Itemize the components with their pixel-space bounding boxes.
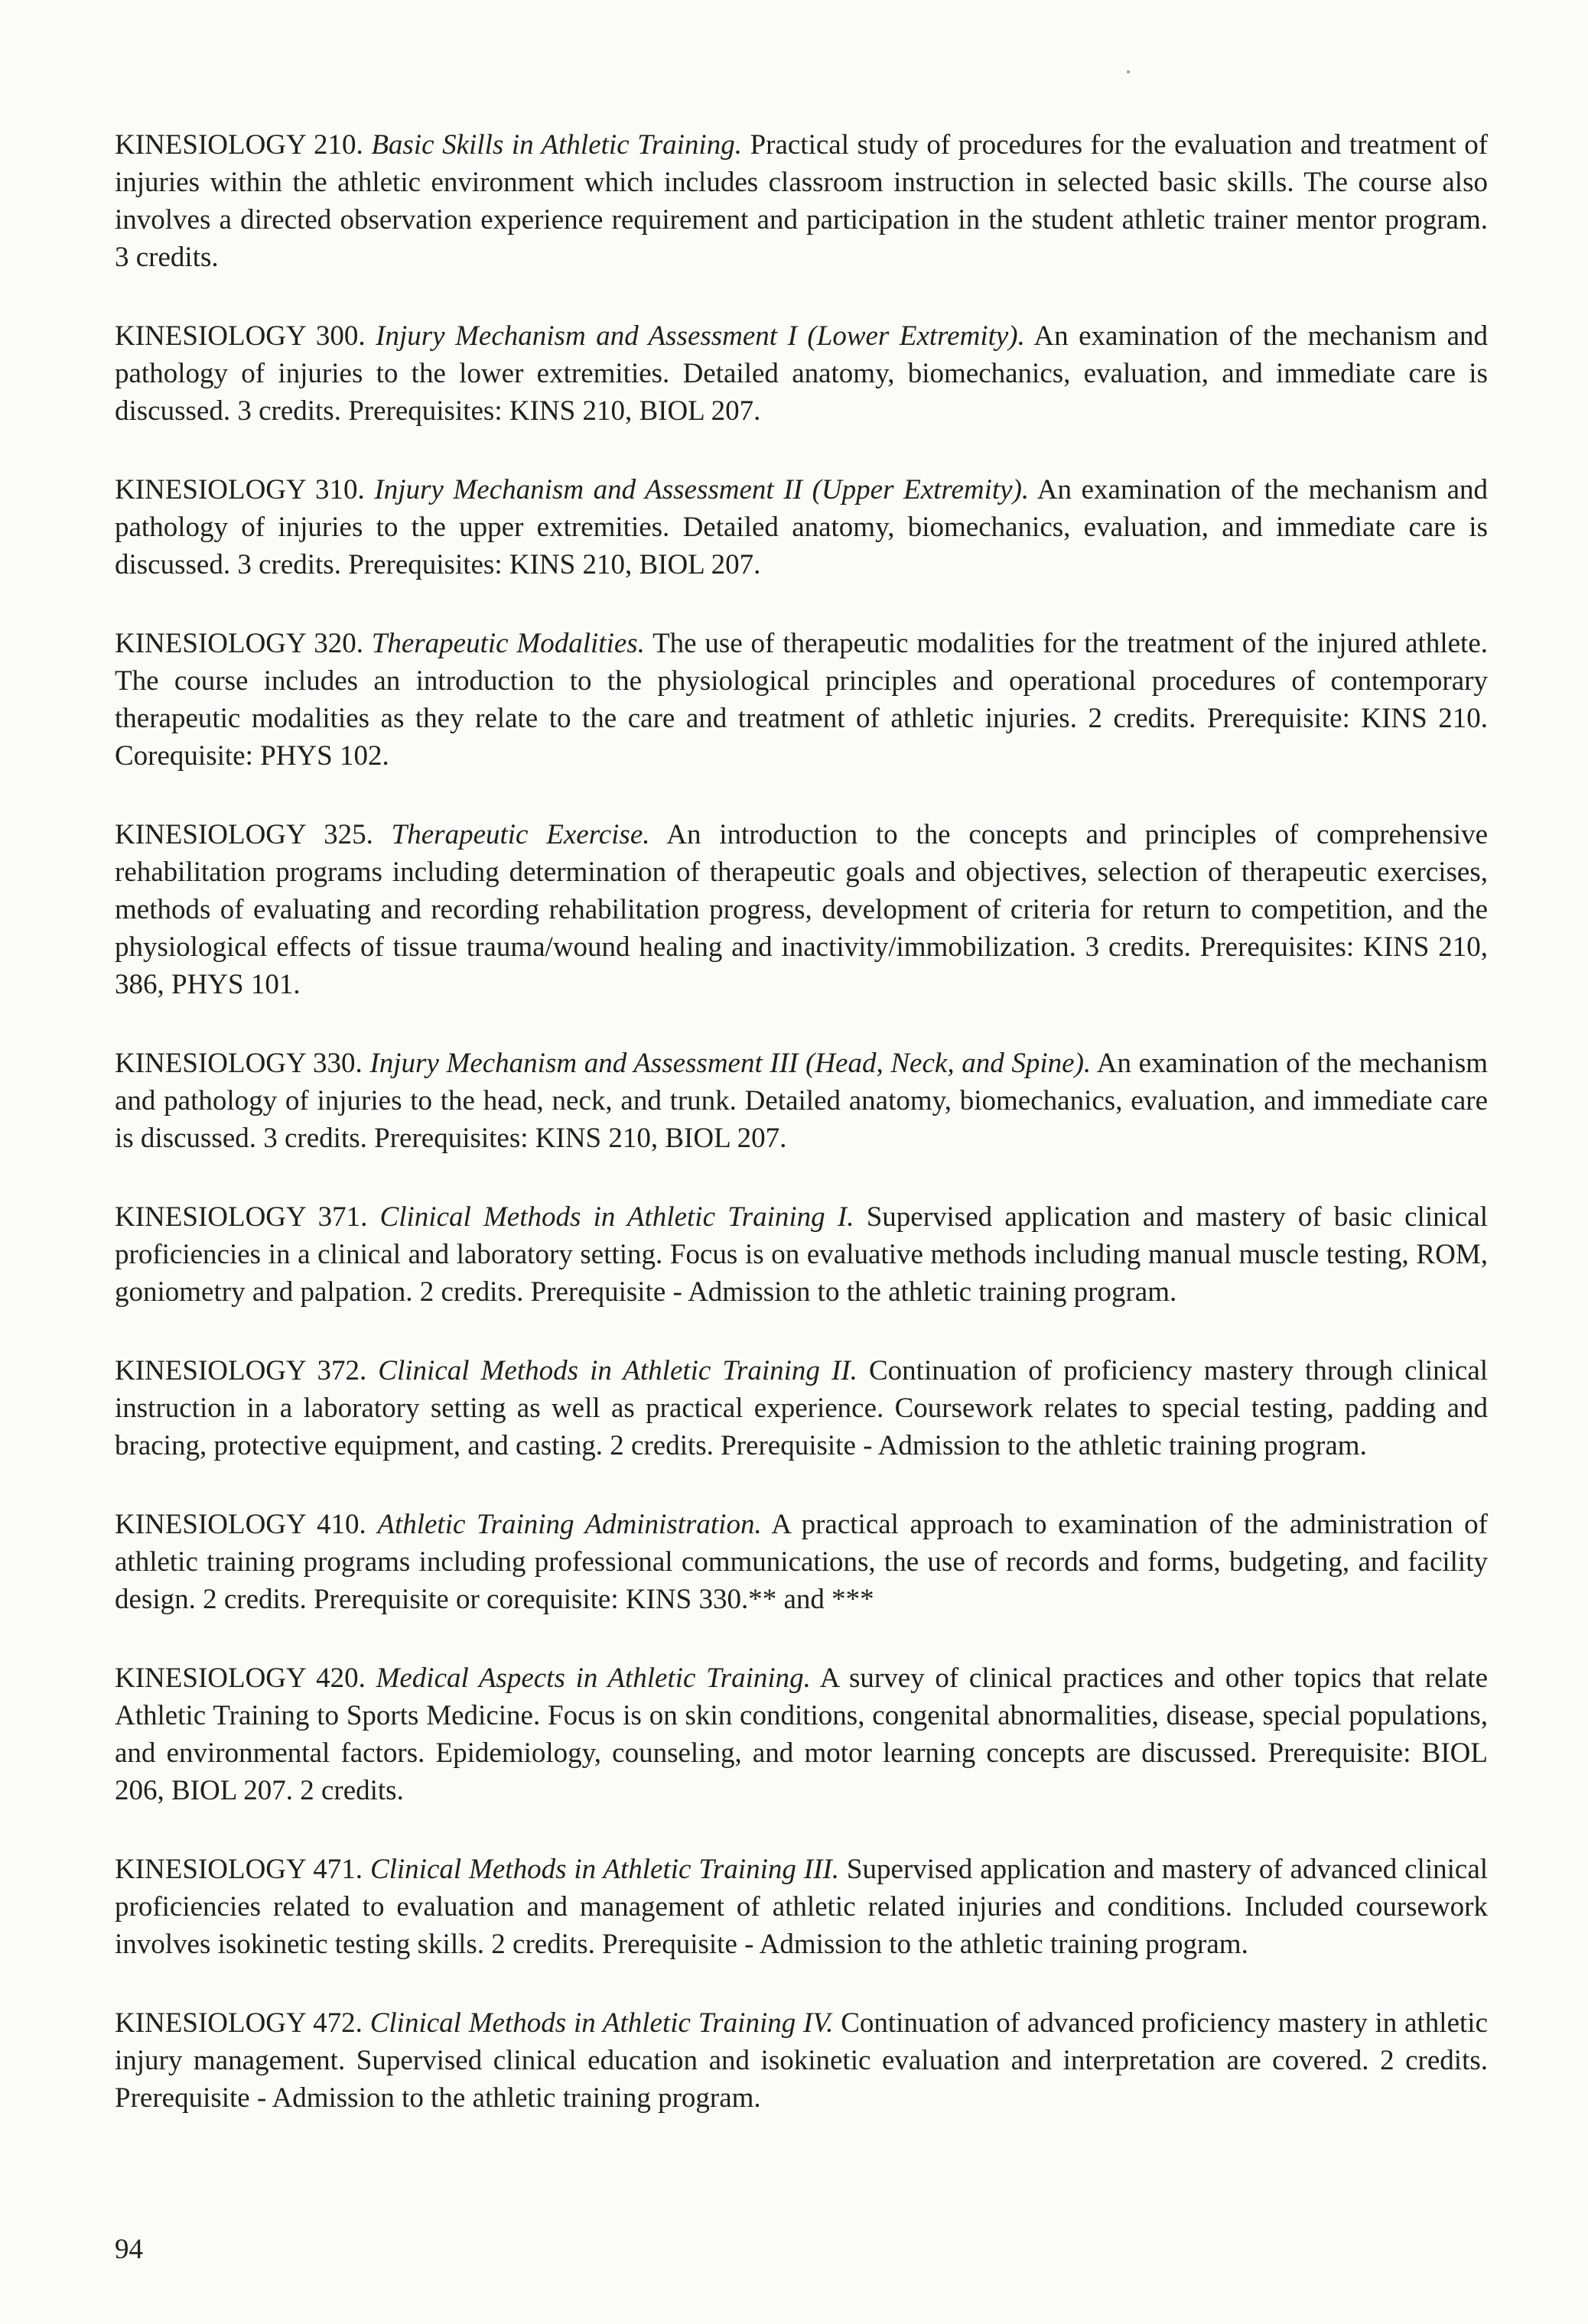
course-entry xyxy=(115,2004,1488,2117)
course-description: Supervised application and mastery of basic clinical proficiencies in a clinical and laboratory setting. Focus is on evaluative methods including manual muscle testing, ROM, goniometry and palpation. 2 credits. Prerequisite - Admission to the athletic training program. xyxy=(115,1201,1489,1308)
course-code: KINESIOLOGY 300. xyxy=(115,320,366,352)
course-description: Practical study of procedures for the evaluation and treatment of injuries within the athletic environment which includes classroom instruction in selected basic skills. The course also involves a directed observation experience requirement and participation in the student athletic trainer mentor program. 3 credits. xyxy=(115,129,1489,273)
course-description: A survey of clinical practices and other topics that relate Athletic Training to Sports Medicine. Focus is on skin conditions, congenital abnormalities, disease, special populations, and environmental factors. Epidemiology, counseling, and motor learning concepts are discussed. Prerequisite: BIOL 206, BIOL 207. 2 credits. xyxy=(115,1663,1488,1806)
course-code: KINESIOLOGY 330. xyxy=(115,1048,363,1079)
course-code: KINESIOLOGY 372. xyxy=(115,1355,367,1386)
page-number: 94 xyxy=(115,2234,143,2265)
course-entry xyxy=(115,471,1488,583)
course-description: An introduction to the concepts and principles of comprehensive rehabilitation programs including determination of therapeutic goals and objectives, selection of therapeutic exercises, methods of evaluating and recording rehabilitation progress, development of criteria for return to competition, and the physiological effects of tissue trauma/wound healing and inactivity/immobilization. 3 credits. Prerequisites: KINS 210, 386, PHYS 101. xyxy=(115,819,1488,1000)
course-title: Injury Mechanism and Assessment I (Lower Extremity). xyxy=(376,320,1025,352)
course-code: KINESIOLOGY 371. xyxy=(115,1201,368,1233)
course-code: KINESIOLOGY 310. xyxy=(115,474,365,505)
course-title: Clinical Methods in Athletic Training II. xyxy=(378,1355,857,1386)
course-entry xyxy=(115,1659,1488,1809)
course-entry xyxy=(115,317,1488,430)
course-entry xyxy=(115,1198,1488,1311)
course-title: Clinical Methods in Athletic Training IV. xyxy=(369,2007,834,2039)
course-entry xyxy=(115,625,1488,775)
course-code: KINESIOLOGY 320. xyxy=(115,628,363,659)
course-description: The use of therapeutic modalities for the treatment of the injured athlete. The course includes an introduction to the physiological principles and operational procedures of contemporary therapeutic modalities as they relate to the care and treatment of athletic injuries. 2 credits. Prerequisite: KINS 210. Corequisite: PHYS 102. xyxy=(115,628,1488,772)
course-code: KINESIOLOGY 471. xyxy=(115,1854,363,1885)
course-entry xyxy=(115,1352,1488,1464)
course-entry xyxy=(115,1506,1488,1618)
course-entry xyxy=(115,1045,1488,1157)
course-description: An examination of the mechanism and pathology of injuries to the upper extremities. Detailed anatomy, biomechanics, evaluation, and immediate care is discussed. 3 credits. Prerequisites: KINS 210, BIOL 207. xyxy=(115,474,1489,580)
scan-speck xyxy=(1127,70,1130,73)
course-description: An examination of the mechanism and pathology of injuries to the head, neck, and trunk. Detailed anatomy, biomechanics, evaluation, and immediate care is discussed. 3 credits. Prerequisites: KINS 210, BIOL 207. xyxy=(115,1048,1489,1154)
course-title: Clinical Methods in Athletic Training I. xyxy=(379,1201,854,1233)
course-code: KINESIOLOGY 420. xyxy=(115,1663,366,1694)
course-title: Injury Mechanism and Assessment II (Upper Extremity). xyxy=(374,474,1030,505)
course-title: Therapeutic Modalities. xyxy=(371,628,645,659)
course-title: Therapeutic Exercise. xyxy=(391,819,650,850)
course-description: Continuation of proficiency mastery through clinical instruction in a laboratory setting as well as practical experience. Coursework relates to special testing, padding and bracing, protective equipment, and casting. 2 credits. Prerequisite - Admission to the athletic training program. xyxy=(115,1355,1489,1461)
course-code: KINESIOLOGY 472. xyxy=(115,2007,363,2039)
course-title: Injury Mechanism and Assessment III (Head, Neck, and Spine). xyxy=(369,1048,1092,1079)
course-code: KINESIOLOGY 325. xyxy=(115,819,373,850)
course-title: Clinical Methods in Athletic Training III. xyxy=(369,1854,839,1885)
course-list xyxy=(115,126,1488,2158)
course-description: Supervised application and mastery of advanced clinical proficiencies related to evaluation and management of athletic related injuries and conditions. Included coursework involves isokinetic testing skills. 2 credits. Prerequisite - Admission to the athletic training program. xyxy=(115,1854,1489,1960)
course-code: KINESIOLOGY 210. xyxy=(115,129,363,161)
course-entry xyxy=(115,126,1488,276)
course-entry xyxy=(115,1851,1488,1963)
course-title: Basic Skills in Athletic Training. xyxy=(371,129,742,161)
course-code: KINESIOLOGY 410. xyxy=(115,1509,366,1540)
course-entry xyxy=(115,816,1488,1003)
course-description: A practical approach to examination of the administration of athletic training programs including professional communications, the use of records and forms, budgeting, and facility design. 2 credits. Prerequisite or corequisite: KINS 330.** and *** xyxy=(115,1509,1489,1615)
course-title: Athletic Training Administration. xyxy=(377,1509,762,1540)
course-title: Medical Aspects in Athletic Training. xyxy=(376,1663,811,1694)
course-description: Continuation of advanced proficiency mastery in athletic injury management. Supervised clinical education and isokinetic evaluation and interpretation are covered. 2 credits. Prerequisite - Admission to the athletic training program. xyxy=(115,2007,1488,2114)
course-description: An examination of the mechanism and pathology of injuries to the lower extremities. Detailed anatomy, biomechanics, evaluation, and immediate care is discussed. 3 credits. Prerequisites: KINS 210, BIOL 207. xyxy=(115,320,1489,427)
